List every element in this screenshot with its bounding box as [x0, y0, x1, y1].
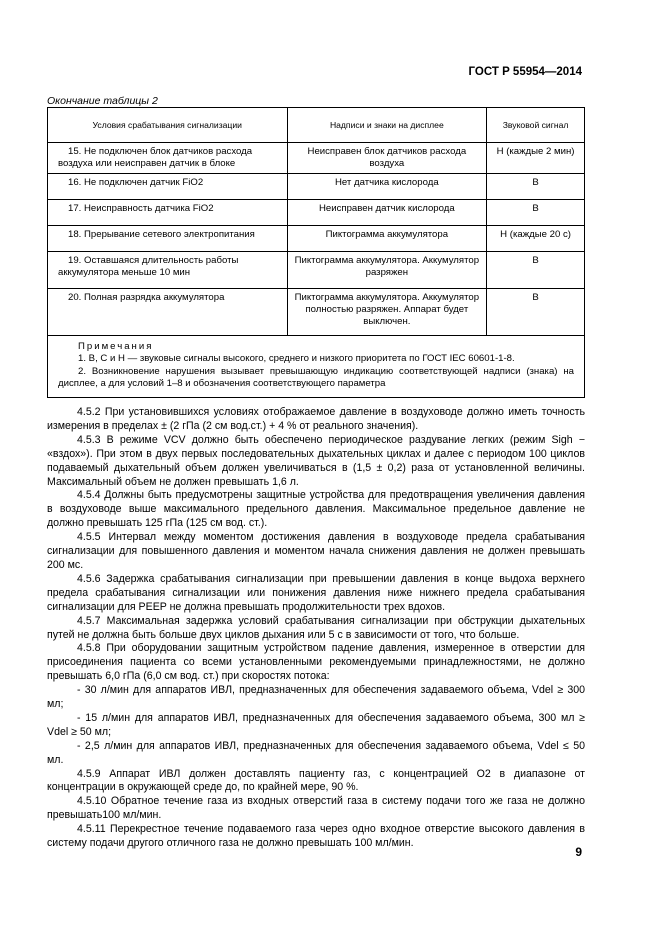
- cell-sound: В: [487, 173, 585, 199]
- cell-sound: В: [487, 251, 585, 288]
- cell-condition: 16. Не подключен датчик FiO2: [48, 173, 288, 199]
- cell-sound: Н (каждые 2 мин): [487, 143, 585, 174]
- paragraph: 4.5.4 Должны быть предусмотрены защитные устройства для предотвращения увеличения давления в воздуховоде выше максимального предельного давления. Максимальное предельное давление не должно превышать 125 гПа (125 см вод. ст.).: [47, 489, 585, 530]
- cell-sound: Н (каждые 20 с): [487, 225, 585, 251]
- cell-display: Нет датчика кислорода: [287, 173, 487, 199]
- paragraph: 4.5.8 При оборудовании защитным устройством падение давления, измеренное в отверстии для присоединения пациента со всеми установленными рекомендуемыми принадлежностями, не должно превышать 6,0 гПа (6,0 см вод. ст.) при скоростях потока:: [47, 642, 585, 683]
- cell-display: Неисправен блок датчиков расхода воздуха: [287, 143, 487, 174]
- paragraph: 4.5.9 Аппарат ИВЛ должен доставлять пациенту газ, с концентрацией О2 в диапазоне от концентрации в окружающей среде до, по крайней мере, 90 %.: [47, 767, 585, 794]
- cell-display: Пиктограмма аккумулятора: [287, 225, 487, 251]
- column-header-sound: Звуковой сигнал: [487, 108, 585, 143]
- list-item: - 2,5 л/мин для аппаратов ИВЛ, предназначенных для обеспечения задаваемого объема, Vdel ≤ 50 мл.: [47, 739, 585, 766]
- paragraph: 4.5.2 При установившихся условиях отображаемое давление в воздуховоде должно иметь точность измерения в пределах ± (2 гПа (2 см вод.ст.) + 4 % от реального значения).: [47, 406, 585, 432]
- alarm-conditions-table: [47, 107, 585, 398]
- table-caption: Окончание таблицы 2: [47, 95, 158, 107]
- list-item: - 15 л/мин для аппаратов ИВЛ, предназначенных для обеспечения задаваемого объема, 300 мл ≥ Vdel ≥ 50 мл;: [47, 711, 585, 738]
- cell-condition: 15. Не подключен блок датчиков расхода воздуха или неисправен датчик в блоке: [48, 143, 288, 174]
- paragraph: 4.5.5 Интервал между моментом достижения давления в воздуховоде предела срабатывания сигнализации для повышенного давления и моментом начала снижения давления не должен превышать 200 мс.: [47, 531, 585, 571]
- cell-sound: В: [487, 288, 585, 335]
- page-header: ГОСТ Р 55954—2014: [468, 66, 582, 78]
- body-text: [47, 406, 585, 851]
- table-notes: [48, 335, 585, 397]
- note-item: 1. В, С и Н — звуковые сигналы высокого, среднего и низкого приоритета по ГОСТ IEC 60601-1-8.: [78, 353, 515, 365]
- table-notes-row: [48, 335, 585, 397]
- table-row: [48, 288, 585, 335]
- paragraph: 4.5.6 Задержка срабатывания сигнализации при превышении давления в конце выдоха верхнего предела срабатывания сигнализации или понижения давления ниже нижнего предела срабатывания сигнализации для PEEP не должна превышать продолжительности трех вдохов.: [47, 572, 585, 613]
- list-item: - 30 л/мин для аппаратов ИВЛ, предназначенных для обеспечения задаваемого объема, Vdel ≥ 300 мл;: [47, 684, 585, 711]
- cell-display: Неисправен датчик кислорода: [287, 199, 487, 225]
- cell-condition: 20. Полная разрядка аккумулятора: [48, 288, 288, 335]
- cell-condition: 19. Оставшаяся длительность работы аккумулятора меньше 10 мин: [48, 251, 288, 288]
- paragraph: 4.5.3 В режиме VCV должно быть обеспечено периодическое раздувание легких (режим Sigh − «вздох»). При этом в двух первых последовательных дыхательных циклах и далее с периодом 100 циклов подаваемый дыхательный объем должен увеличиваться в (1,5 ± 0,2) раза от установленной величины. Максимальный объем не должен превышать 1,6 л.: [47, 433, 585, 488]
- cell-display: Пиктограмма аккумулятора. Аккумулятор полностью разряжен. Аппарат будет выключен.: [287, 288, 487, 335]
- column-header-condition: Условия срабатывания сигнализации: [48, 108, 288, 143]
- table-row: [48, 173, 585, 199]
- cell-condition: 17. Неисправность датчика FiO2: [48, 199, 288, 225]
- table-row: [48, 199, 585, 225]
- page-number: 9: [575, 845, 582, 859]
- column-header-display: Надписи и знаки на дисплее: [287, 108, 487, 143]
- paragraph: 4.5.11 Перекрестное течение подаваемого газа через одно входное отверстие высокого давления в систему подачи другого отличного газа не должно превышать 100 мл/мин.: [47, 823, 585, 850]
- cell-display: Пиктограмма аккумулятора. Аккумулятор разряжен: [287, 251, 487, 288]
- cell-sound: В: [487, 199, 585, 225]
- paragraph: 4.5.7 Максимальная задержка условий срабатывания сигнализации при обструкции дыхательных путей не должна быть больше двух циклов дыхания или 5 с в зависимости от того, что больше.: [47, 614, 585, 641]
- paragraph: 4.5.10 Обратное течение газа из входных отверстий газа в систему подачи того же газа не должно превышать100 мл/мин.: [47, 795, 585, 822]
- table-row: [48, 225, 585, 251]
- table-header-row: [48, 108, 585, 143]
- cell-condition: 18. Прерывание сетевого электропитания: [48, 225, 288, 251]
- notes-title: Примечания: [78, 340, 154, 352]
- table-row: [48, 251, 585, 288]
- table-row: [48, 143, 585, 174]
- note-item: 2. Возникновение нарушения вызывает превышающую индикацию соответствующей надписи (знака) на дисплее, а для условий 1–8 и обозначения соответствующего параметра: [58, 365, 574, 390]
